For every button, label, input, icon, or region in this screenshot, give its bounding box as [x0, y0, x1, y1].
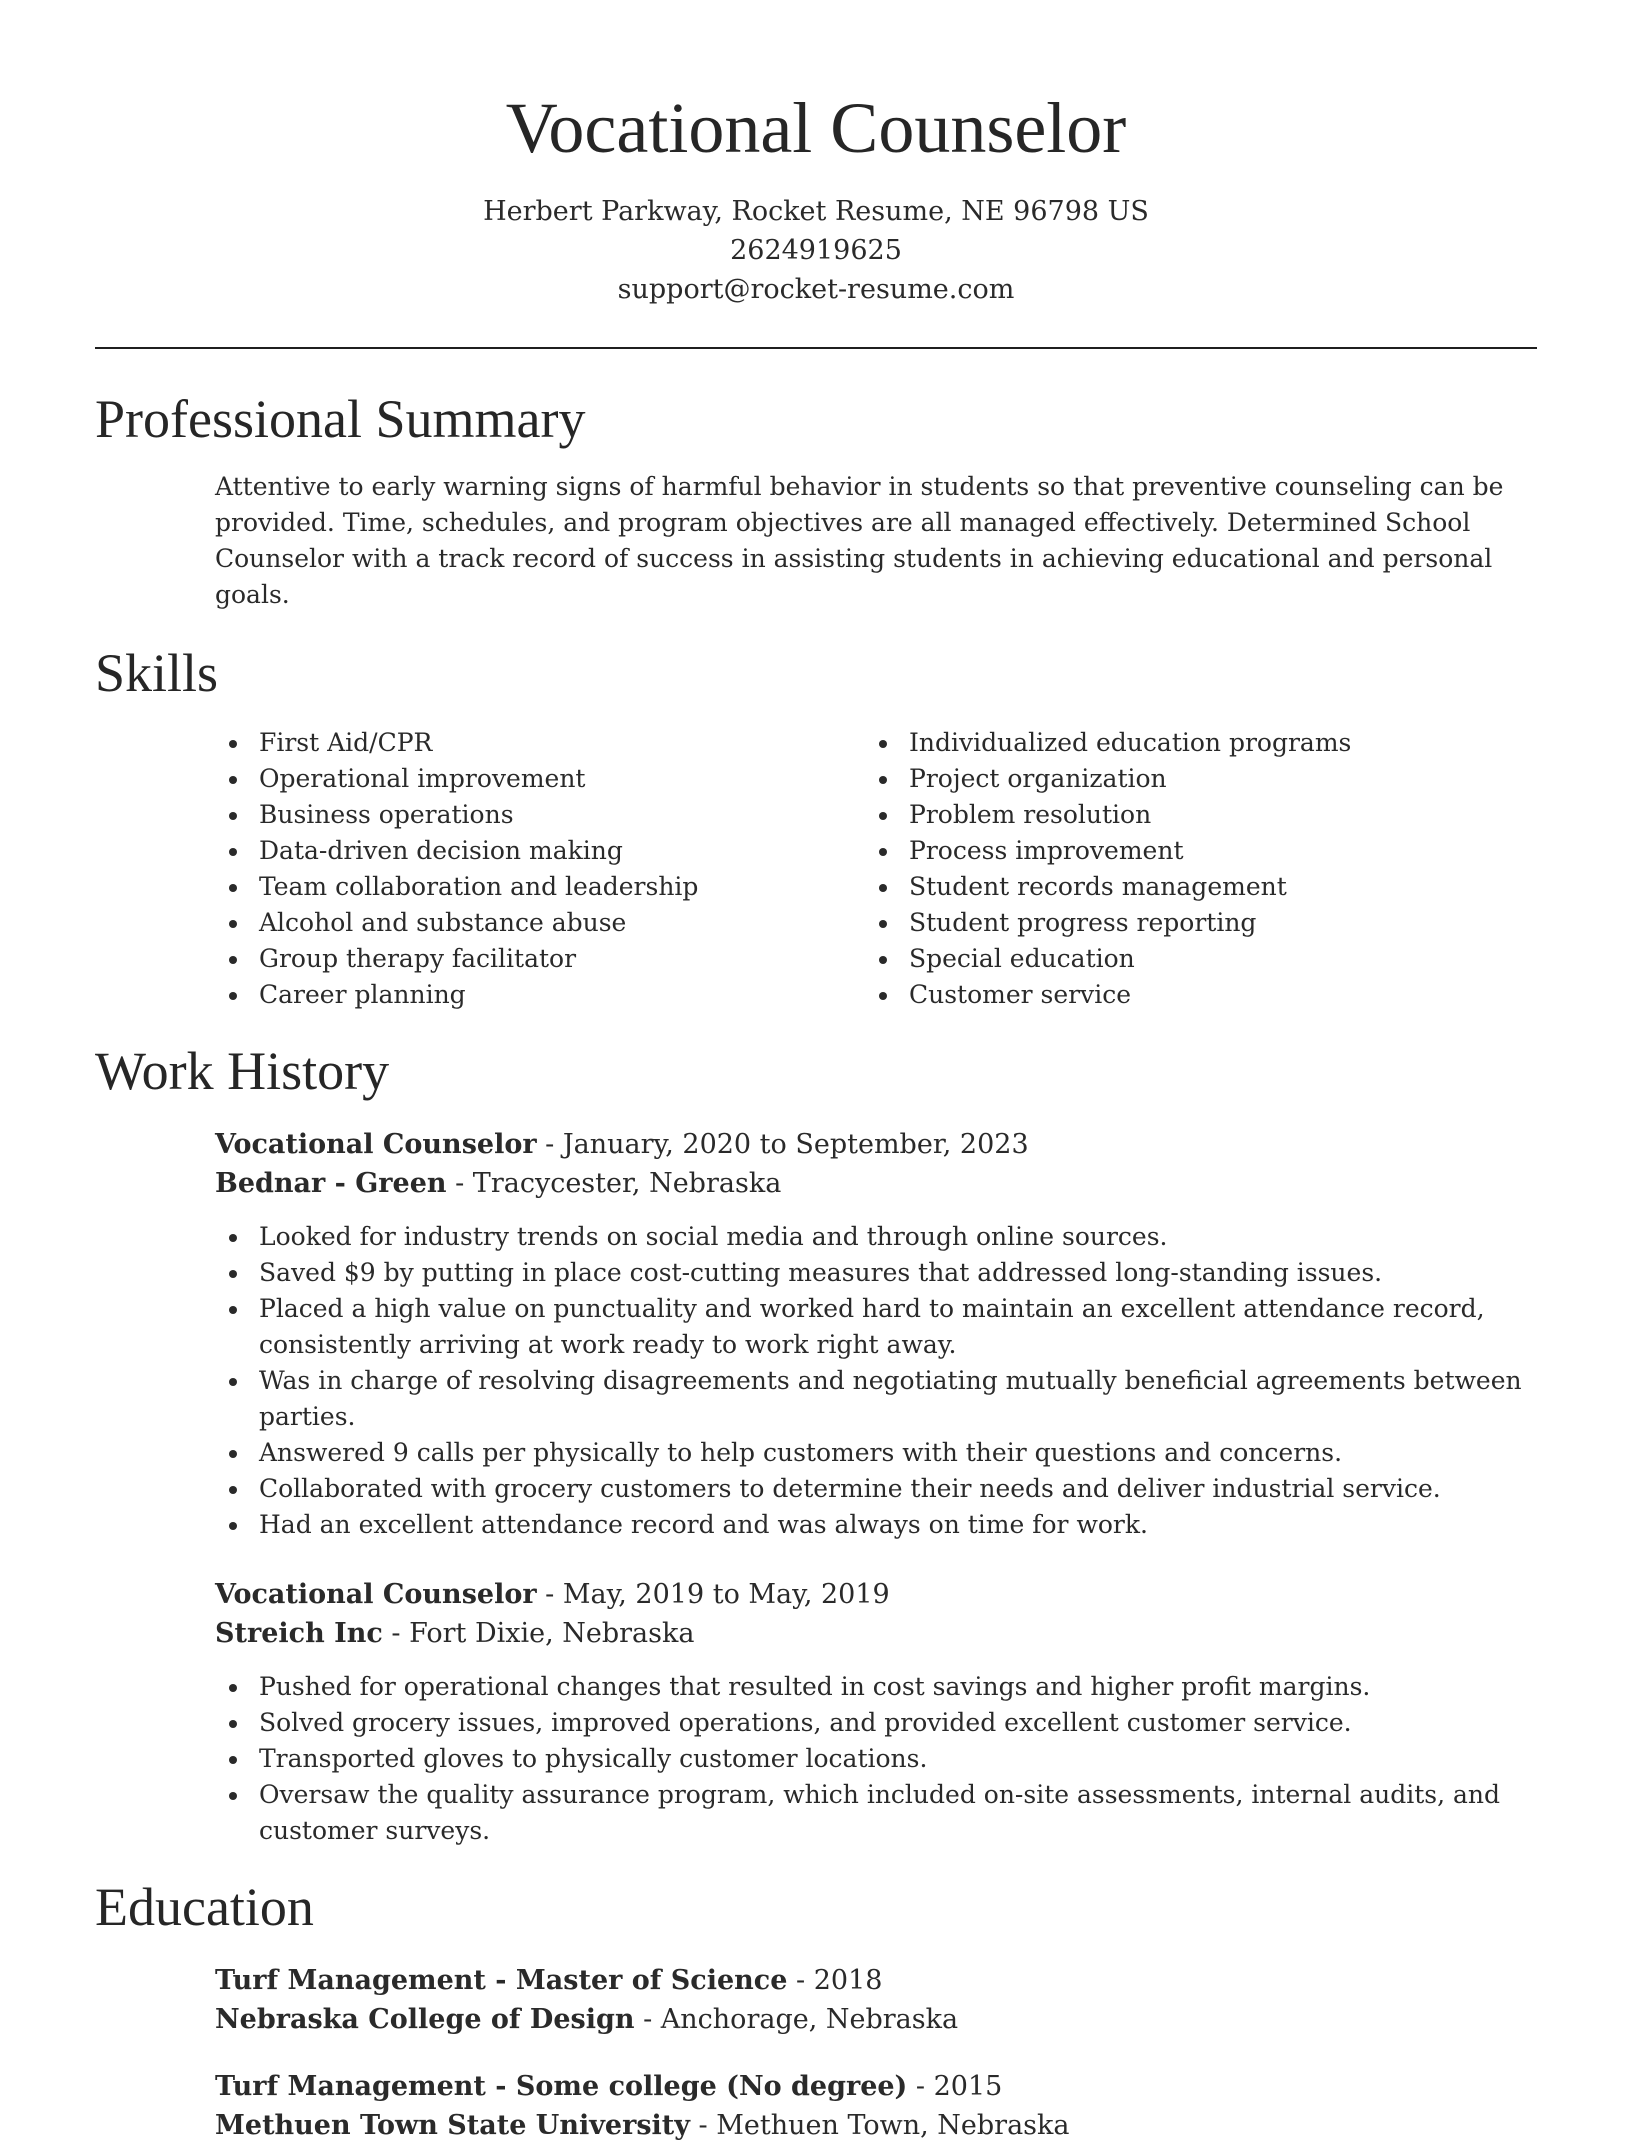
education-field: Turf Management: [215, 2071, 486, 2102]
job-bullets: [215, 1669, 1537, 1849]
resume-header: [95, 0, 1537, 309]
skills-list: [95, 725, 1537, 1013]
job-entry: [95, 1575, 1537, 1849]
candidate-title: Vocational Counselor: [505, 88, 1127, 168]
skill-item: Individualized education programs: [865, 725, 1515, 761]
job-location: - Fort Dixie, Nebraska: [382, 1618, 695, 1649]
job-bullet: Saved $9 by putting in place cost-cutting measures that addressed long-standing issues.: [215, 1255, 1537, 1291]
skill-item: Problem resolution: [865, 797, 1515, 833]
skill-item: Project organization: [865, 761, 1515, 797]
job-company: Bednar - Green: [215, 1168, 447, 1199]
job-role: Vocational Counselor: [215, 1579, 537, 1610]
education-year: - 2018: [787, 1965, 883, 1996]
job-bullet: Placed a high value on punctuality and worked hard to maintain an excellent attendance record, consistently arriving at work ready to work right away.: [215, 1291, 1537, 1363]
job-title-line: [215, 1125, 1537, 1164]
education-degree-line: [215, 2067, 1537, 2106]
job-entry: [95, 1125, 1537, 1543]
job-bullets: [215, 1219, 1537, 1543]
skill-item: Team collaboration and leadership: [215, 869, 865, 905]
header-divider: [95, 347, 1537, 349]
education-heading: Education: [95, 1877, 314, 1937]
skill-item: Career planning: [215, 977, 865, 1013]
address: Herbert Parkway, Rocket Resume, NE 96798 US: [483, 196, 1149, 227]
skill-item: Business operations: [215, 797, 865, 833]
education-degree: - Master of Science: [485, 1965, 788, 1996]
skill-item: Alcohol and substance abuse: [215, 905, 865, 941]
job-role: Vocational Counselor: [215, 1129, 537, 1160]
job-company: Streich Inc: [215, 1618, 383, 1649]
skills-column-left: [215, 725, 865, 1013]
skill-item: Process improvement: [865, 833, 1515, 869]
education-entry: [95, 1961, 1537, 2039]
skills-column-right: [865, 725, 1515, 1013]
job-bullet: Answered 9 calls per physically to help customers with their questions and concerns.: [215, 1435, 1537, 1471]
job-bullet: Pushed for operational changes that resulted in cost savings and higher profit margins.: [215, 1669, 1537, 1705]
education-entry: [95, 2067, 1537, 2145]
summary-text: Attentive to early warning signs of harmful behavior in students so that preventive counseling can be provided. Time, schedules, and program objectives are all managed effectively. Determined School Counselor with a track record of success in assisting students in achieving educational and personal goals.: [215, 472, 1504, 609]
email: support@rocket-resume.com: [617, 274, 1015, 305]
job-bullet: Looked for industry trends on social media and through online sources.: [215, 1219, 1537, 1255]
education-field: Turf Management: [215, 1965, 486, 1996]
skill-item: Customer service: [865, 977, 1515, 1013]
summary-heading: Professional Summary: [95, 389, 586, 449]
education-degree-line: [215, 1961, 1537, 2000]
education-year: - 2015: [907, 2071, 1003, 2102]
skill-item: Student progress reporting: [865, 905, 1515, 941]
phone: 2624919625: [730, 235, 902, 266]
work-history-heading: Work History: [95, 1041, 390, 1101]
job-dates: - January, 2020 to September, 2023: [536, 1129, 1029, 1160]
skill-item: Operational improvement: [215, 761, 865, 797]
education-degree: - Some college (No degree): [485, 2071, 908, 2102]
skills-heading: Skills: [95, 643, 219, 703]
job-company-line: [215, 1614, 1537, 1653]
education-location: - Methuen Town, Nebraska: [689, 2110, 1070, 2141]
job-bullet: Transported gloves to physically customer locations.: [215, 1741, 1537, 1777]
skill-item: Student records management: [865, 869, 1515, 905]
education-school: Nebraska College of Design: [215, 2004, 635, 2035]
education-location: - Anchorage, Nebraska: [634, 2004, 959, 2035]
education-school-line: [215, 2000, 1537, 2039]
education-school: Methuen Town State University: [215, 2110, 690, 2141]
job-title-line: [215, 1575, 1537, 1614]
job-bullet: Collaborated with grocery customers to determine their needs and deliver industrial service.: [215, 1471, 1537, 1507]
job-location: - Tracycester, Nebraska: [446, 1168, 782, 1199]
job-dates: - May, 2019 to May, 2019: [536, 1579, 890, 1610]
skill-item: Special education: [865, 941, 1515, 977]
job-bullet: Had an excellent attendance record and was always on time for work.: [215, 1507, 1537, 1543]
job-bullet: Oversaw the quality assurance program, which included on-site assessments, internal audits, and customer surveys.: [215, 1777, 1537, 1849]
education-school-line: [215, 2106, 1537, 2145]
job-bullet: Was in charge of resolving disagreements and negotiating mutually beneficial agreements between parties.: [215, 1363, 1537, 1435]
skill-item: Data-driven decision making: [215, 833, 865, 869]
skill-item: Group therapy facilitator: [215, 941, 865, 977]
job-company-line: [215, 1164, 1537, 1203]
job-bullet: Solved grocery issues, improved operations, and provided excellent customer service.: [215, 1705, 1537, 1741]
skill-item: First Aid/CPR: [215, 725, 865, 761]
